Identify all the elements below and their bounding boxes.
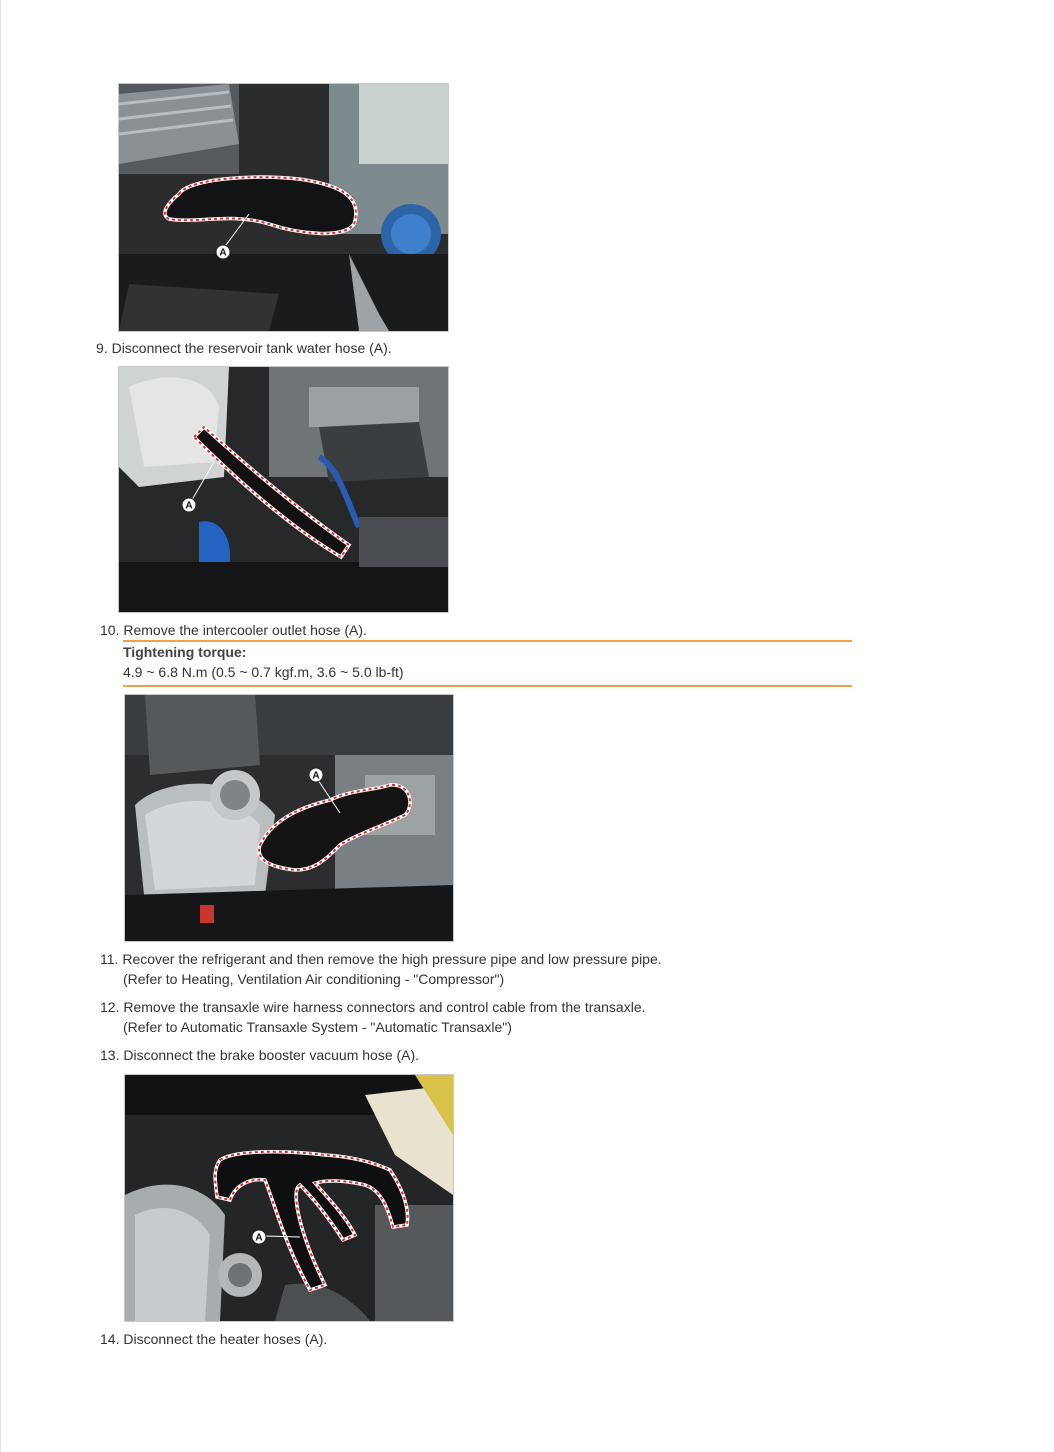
callout-a: A xyxy=(255,1232,263,1244)
torque-label: Tightening torque: xyxy=(123,644,247,660)
engine-photo-reservoir-hose xyxy=(118,83,449,332)
step-number: 10. xyxy=(100,622,120,638)
engine-photo-refrigerant-pipe xyxy=(124,694,454,942)
engine-photo-heater-hoses xyxy=(124,1074,454,1322)
step-text: Recover the refrigerant and then remove the high pressure pipe and low pressure pipe. xyxy=(122,951,662,967)
torque-rule-bottom xyxy=(123,685,852,687)
callout-a: A xyxy=(185,500,193,512)
step-text: Remove the intercooler outlet hose (A). xyxy=(123,622,367,638)
torque-value: 4.9 ~ 6.8 N.m (0.5 ~ 0.7 kgf.m, 3.6 ~ 5.0 lb-ft) xyxy=(123,664,404,680)
callout-a: A xyxy=(219,247,227,259)
engine-photo-intercooler-hose xyxy=(118,366,449,613)
step-number: 14. xyxy=(100,1331,120,1347)
step-11 xyxy=(100,949,662,989)
step-reference: (Refer to Heating, Ventilation Air conditioning - "Compressor") xyxy=(123,971,505,987)
step-9 xyxy=(96,338,392,358)
step-reference: (Refer to Automatic Transaxle System - "Automatic Transaxle") xyxy=(123,1019,512,1035)
step-text: Disconnect the brake booster vacuum hose (A). xyxy=(123,1047,420,1063)
step-number: 11. xyxy=(100,951,119,967)
step-number: 13. xyxy=(100,1047,120,1063)
step-12 xyxy=(100,997,646,1037)
step-text: Disconnect the reservoir tank water hose (A). xyxy=(111,340,392,356)
torque-rule-top xyxy=(123,640,852,642)
step-14 xyxy=(100,1329,327,1349)
callout-a: A xyxy=(312,770,320,782)
step-number: 12. xyxy=(100,999,120,1015)
step-text: Disconnect the heater hoses (A). xyxy=(123,1331,328,1347)
step-10 xyxy=(100,620,367,640)
step-text: Remove the transaxle wire harness connectors and control cable from the transaxle. xyxy=(123,999,646,1015)
step-13 xyxy=(100,1045,419,1065)
page-edge xyxy=(0,0,1,1452)
step-number: 9. xyxy=(96,340,108,356)
